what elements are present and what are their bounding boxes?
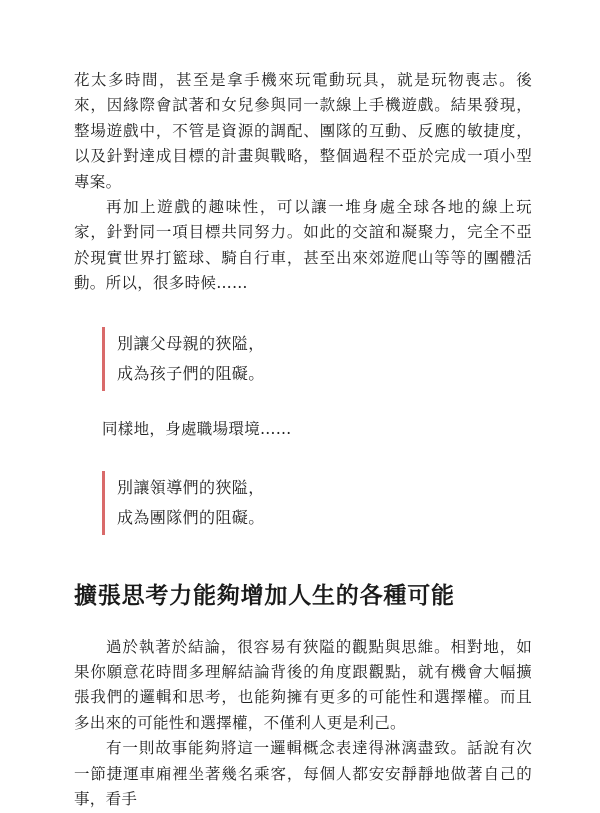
quote-line: 別讓領導們的狹隘， (117, 477, 265, 497)
transition-line: 同樣地，身處職場環境…… (102, 419, 292, 438)
body-paragraph: 再加上遊戲的趣味性，可以讓一堆身處全球各地的線上玩家，針對同一項目標共同努力。如此的交誼和凝聚力，完全不亞於現實世界打籃球、騎自行車，甚至出來郊遊爬山等等的團體活動。所以，很多時候…… (74, 198, 532, 293)
blockquote-parents (102, 327, 532, 391)
section-body (74, 635, 532, 813)
quote-line: 成為孩子們的阻礙。 (117, 363, 265, 383)
quote-line: 成為團隊們的阻礙。 (117, 507, 265, 527)
body-paragraph: 花太多時間，甚至是拿手機來玩電動玩具，就是玩物喪志。後來，因緣際會試著和女兒參與同一款線上手機遊戲。結果發現，整場遊戲中，不管是資源的調配、團隊的互動、反應的敏捷度，以及針對達成目標的計畫與戰略，整個過程不亞於完成一項小型專案。 (74, 71, 532, 191)
quote-line: 別讓父母親的狹隘， (117, 333, 265, 353)
body-paragraph: 有一則故事能夠將這一邏輯概念表達得淋漓盡致。話說有次一節捷運車廂裡坐著幾名乘客，每個人都安安靜靜地做著自己的事，看手 (74, 739, 532, 809)
section-heading: 擴張思考力能夠增加人生的各種可能 (74, 582, 455, 609)
blockquote-leaders (102, 471, 532, 535)
body-paragraph: 過於執著於結論，很容易有狹隘的觀點與思維。相對地，如果你願意花時間多理解結論背後的角度跟觀點，就有機會大幅擴張我們的邏輯和思考，也能夠擁有更多的可能性和選擇權。而且多出來的可能性和選擇權，不僅利人更是利己。 (74, 637, 532, 732)
